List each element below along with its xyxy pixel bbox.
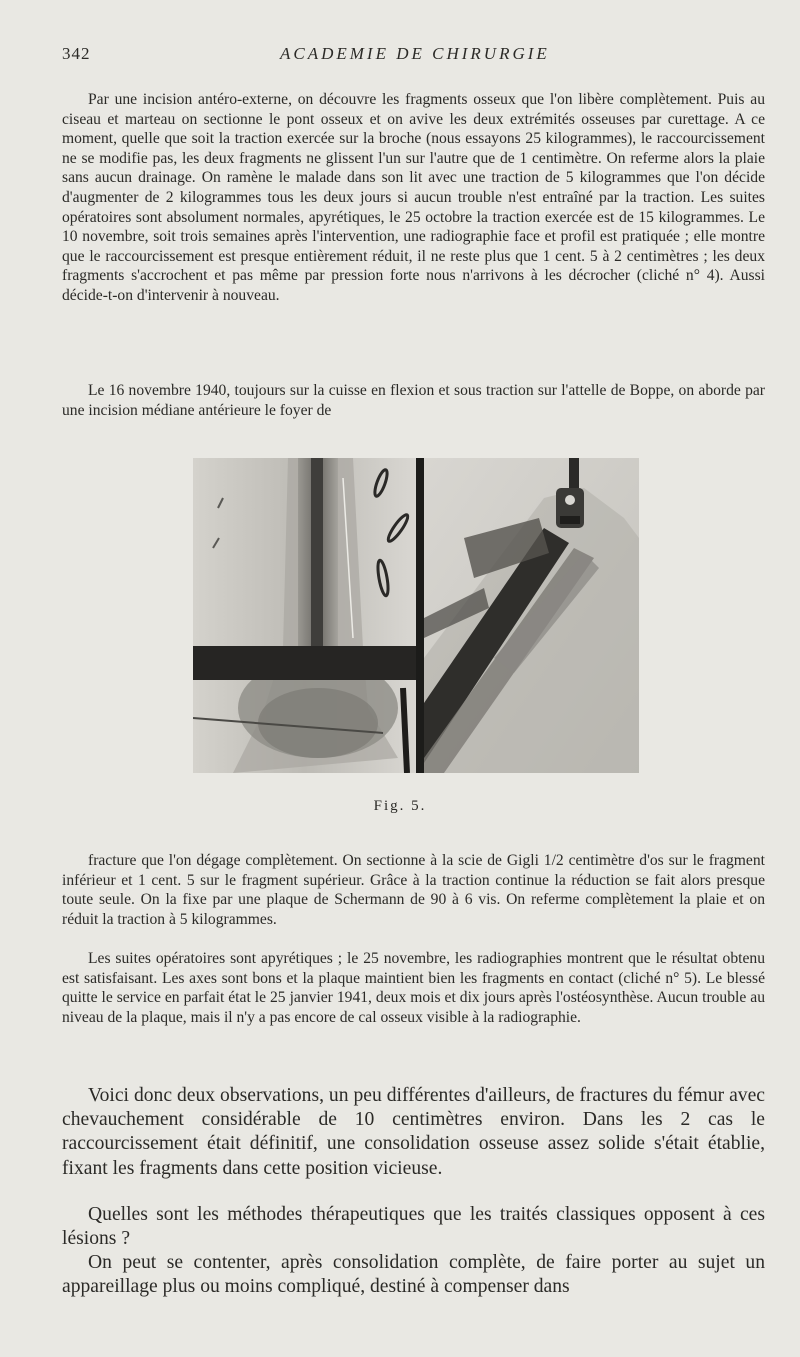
page-number: 342 — [62, 44, 91, 63]
paragraph: On peut se contenter, après consolidation complète, de faire porter au sujet un appareillage plus ou moins compliqué, destiné à compenser dans — [62, 1252, 765, 1298]
figure-caption: Fig. 5. — [373, 798, 427, 814]
radiograph-side-view — [424, 458, 639, 773]
figure-divider — [416, 458, 424, 773]
paragraph: Les suites opératoires sont apyrétiques ; le 25 novembre, les radiographies montrent que le résultat obtenu est satisfaisant. Les axes sont bons et la plaque maintient bien les fragments en contact (cliché n° 5). Le blessé quitte le service en parfait état le 25 janvier 1941, deux mois et dix jours après l'ostéosynthèse. Aucun trouble au niveau de la plaque, mais il n'y a pas encore de cal osseux visible à la radiographie. — [62, 950, 765, 1026]
paragraph: Quelles sont les méthodes thérapeutiques que les traités classiques opposent à ces lésions ? — [62, 1204, 765, 1250]
paragraph: Le 16 novembre 1940, toujours sur la cuisse en flexion et sous traction sur l'attelle de Boppe, on aborde par une incision médiane antérieure le foyer de — [62, 382, 765, 419]
radiograph-front-view — [193, 458, 416, 773]
paragraph: Voici donc deux observations, un peu différentes d'ailleurs, de fractures du fémur avec chevauchement considérable de 10 centimètres environ. Dans les 2 cas le raccourcissement était définitif, une consolidation osseuse assez solide s'était établie, fixant les fragments dans cette position vicieuse. — [62, 1085, 765, 1179]
paragraph: Par une incision antéro-externe, on découvre les fragments osseux que l'on libère complètement. Puis au ciseau et marteau on sectionne le pont osseux et on avive les deux extrémités osseuses par curettage. A ce moment, quelle que soit la traction exercée sur la broche (nous essayons 25 kilogrammes), le raccourcissement ne se modifie pas, les deux fragments ne glissent l'un sur l'autre que de 1 centimètre. On referme alors la plaie sans aucun drainage. On ramène le malade dans son lit avec une traction de 5 kilogrammes que l'on décide d'augmenter de 2 kilogrammes tous les deux jours si aucun trouble n'est entraîné par la traction. Les suites opératoires sont absolument normales, apyrétiques, le 25 octobre la traction exercée est de 15 kilogrammes. Le 10 novembre, soit trois semaines après l'intervention, une radiographie face et profil est pratiquée ; elle montre que le raccourcissement est presque entièrement réduit, il ne reste plus que 1 cent. 5 à 2 centimètres ; les deux fragments s'accrochent et pas même par pression forte nous n'arrivons à les décrocher (cliché n° 4). Aussi décide-t-on d'intervenir à nouveau. — [62, 91, 765, 304]
running-title: ACADEMIE DE CHIRURGIE — [280, 44, 550, 63]
page-header — [62, 44, 762, 68]
paragraph: fracture que l'on dégage complètement. On sectionne à la scie de Gigli 1/2 centimètre d'os sur le fragment inférieur et 1 cent. 5 sur le fragment supérieur. Grâce à la traction continue la réduction se fait alors presque toute seule. On la fixe par une plaque de Schermann de 90 à 6 vis. On referme complètement la plaie et on réduit la traction à 5 kilogrammes. — [62, 852, 765, 928]
figure-radiographs — [193, 458, 639, 773]
